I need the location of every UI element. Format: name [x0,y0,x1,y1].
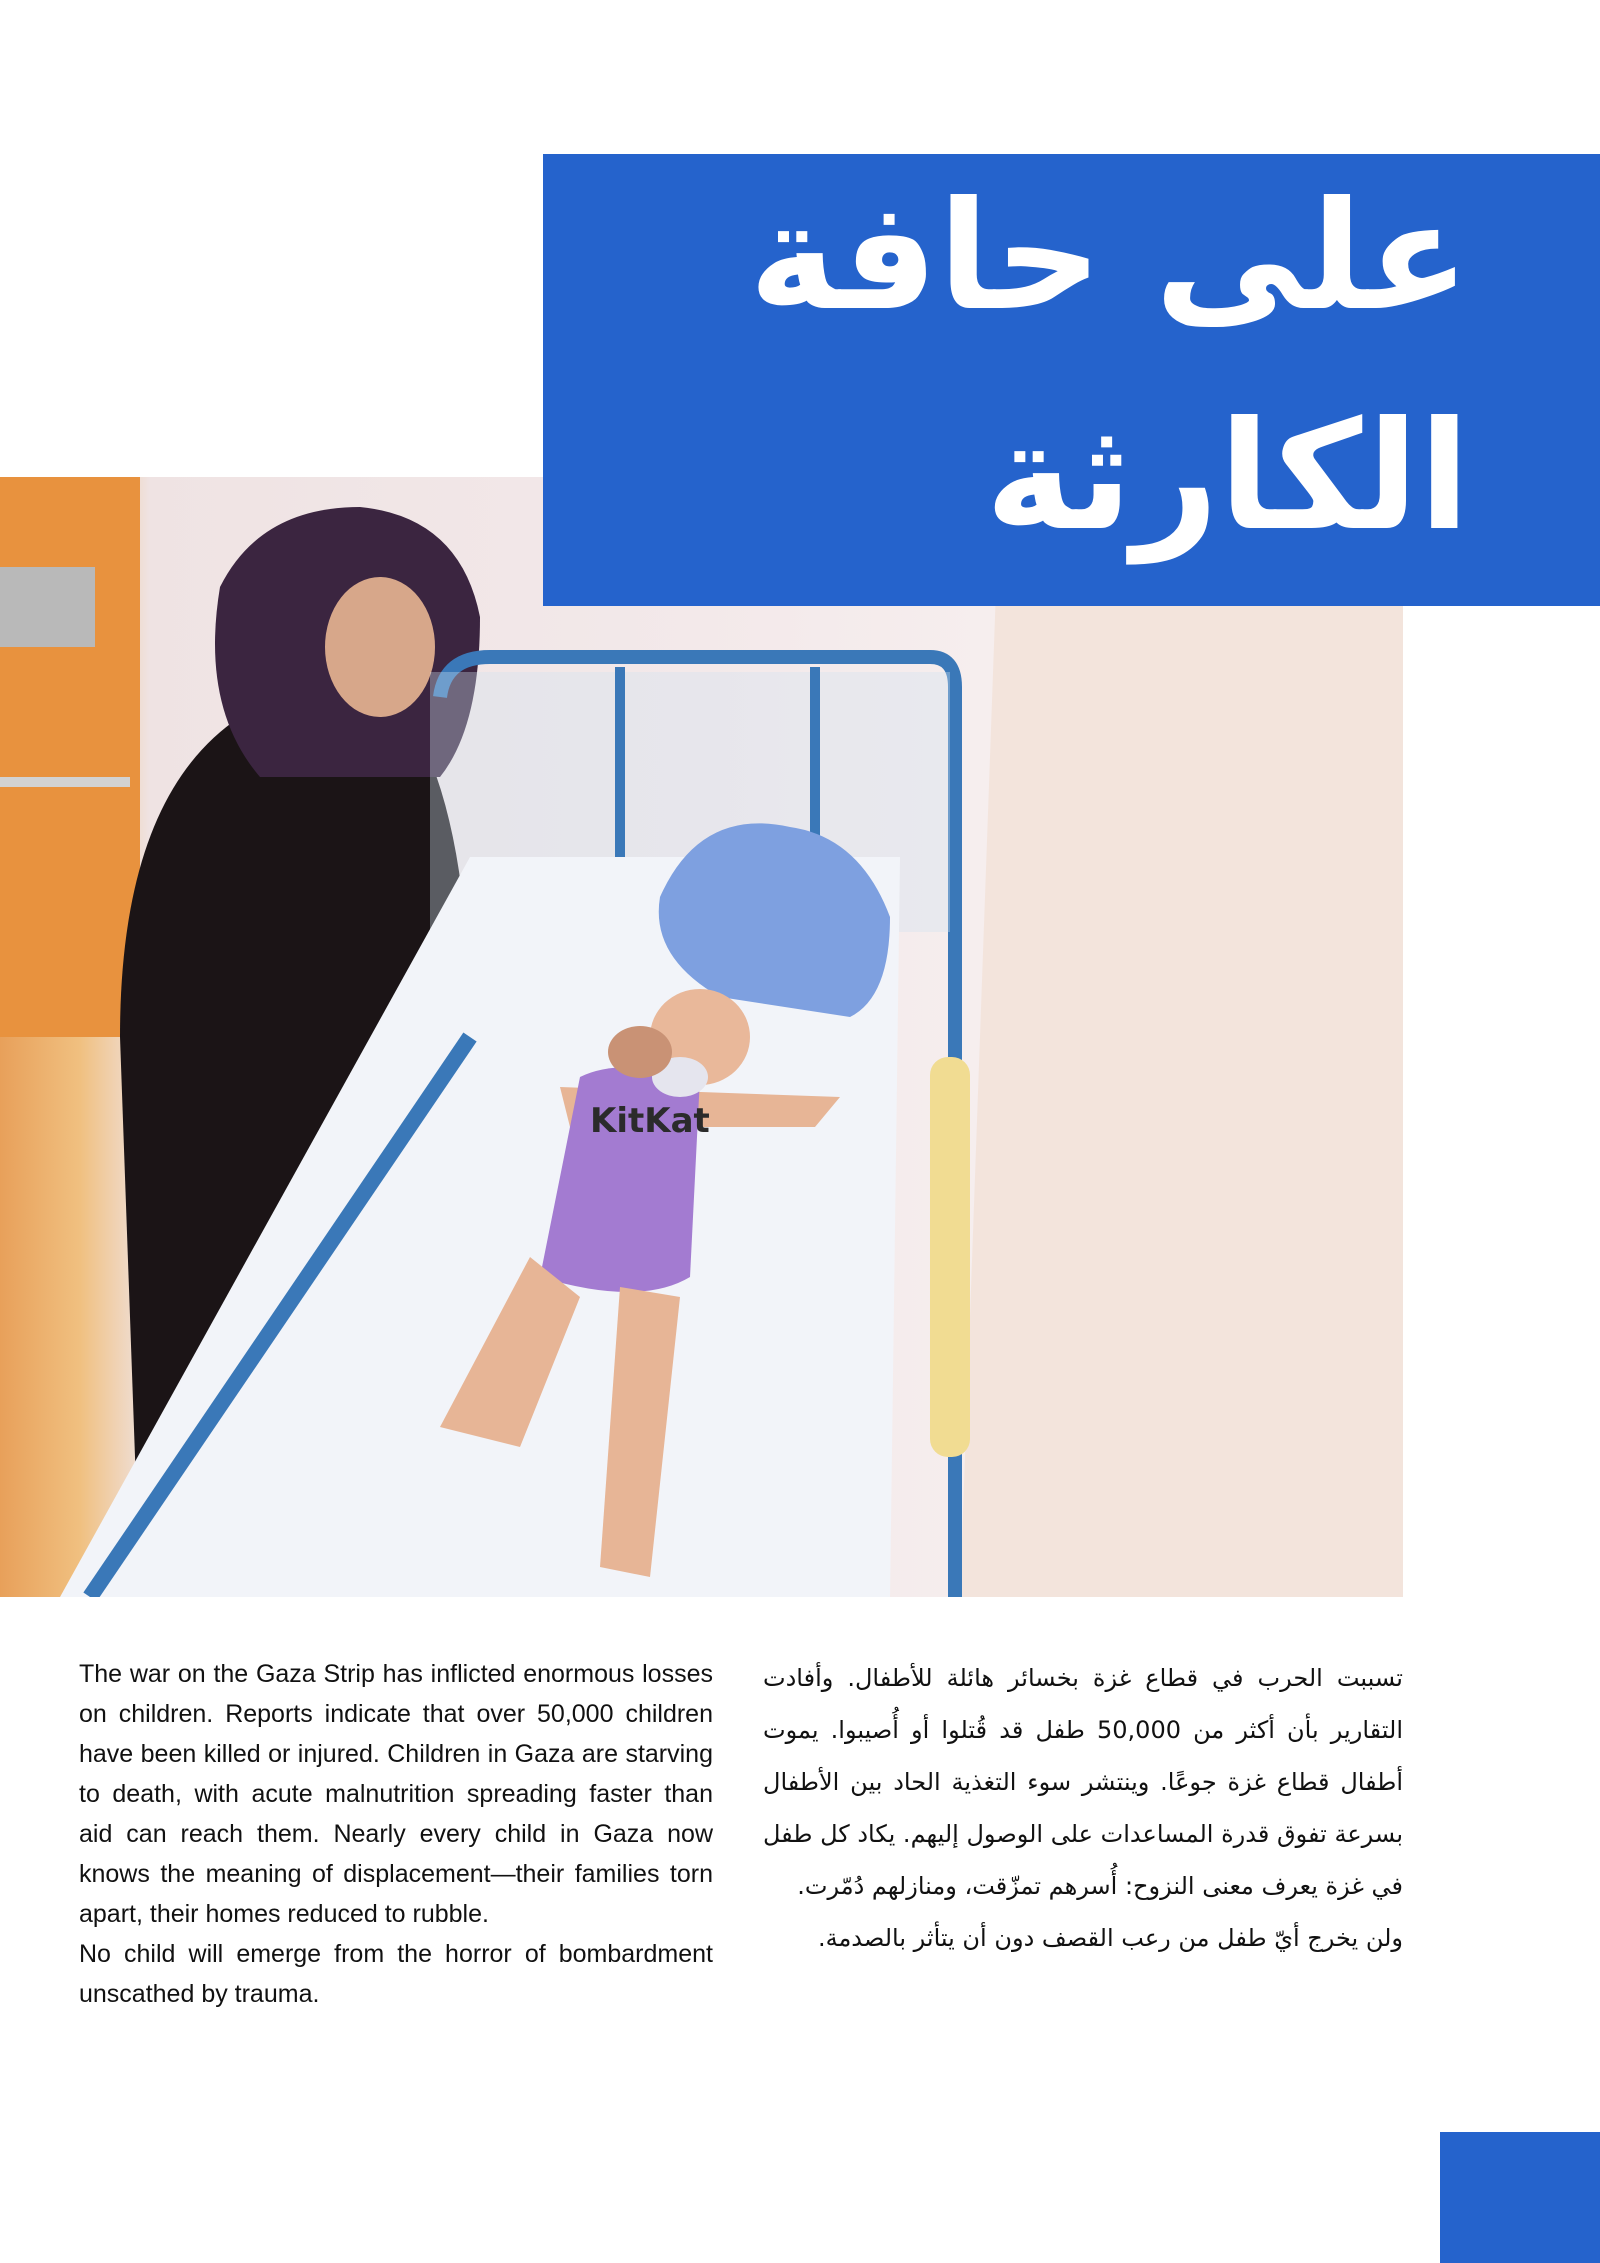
english-article [79,1654,713,2014]
woman-hand [608,1026,672,1078]
door-hinge-plate [0,567,95,647]
english-paragraph-2: No child will emerge from the horror of bombardment unscathed by trauma. [79,1940,713,2008]
shirt-logo-text: KitKat [590,1101,710,1141]
hospital-photo [0,477,1403,1597]
arabic-paragraph-2: ولن يخرج أيّ طفل من رعب القصف دون أن يتأثر بالصدمة. [817,1924,1403,1952]
corner-accent-block [1440,2132,1600,2263]
door-shape [0,477,140,1037]
woman-face [325,577,435,717]
title-banner [543,154,1600,606]
english-paragraph-1: The war on the Gaza Strip has inflicted enormous losses on children. Reports indicate that over 50,000 children have been killed or injured. Children in Gaza are starving to death, with acute malnutrition spreading faster than aid can reach them. Nearly every child in Gaza now knows the meaning of displacement—their families torn apart, their homes reduced to rubble. [79,1660,713,1928]
bed-rail-pad [930,1057,970,1457]
right-wall [960,477,1403,1597]
arabic-paragraph-1: تسببت الحرب في قطاع غزة بخسائر هائلة للأطفال. وأفادت التقارير بأن أكثر من 50,000 طفل قد قُتلوا أو أُصيبوا. يموت أطفال قطاع غزة جوعًا. وينتشر سوء التغذية الحاد بين الأطفال بسرعة تفوق قدرة المساعدات على الوصول إليهم. يكاد كل طفل في غزة يعرف معنى النزوح: أُسرهم تمزّقت، ومنازلهم دُمّرت. [763,1664,1403,1900]
title-line-2: الكارثة [985,390,1470,564]
door-rail [0,777,130,787]
title-line-1: على حافة [748,170,1470,344]
photo-illustration [0,477,1403,1597]
arabic-article [763,1652,1403,1964]
